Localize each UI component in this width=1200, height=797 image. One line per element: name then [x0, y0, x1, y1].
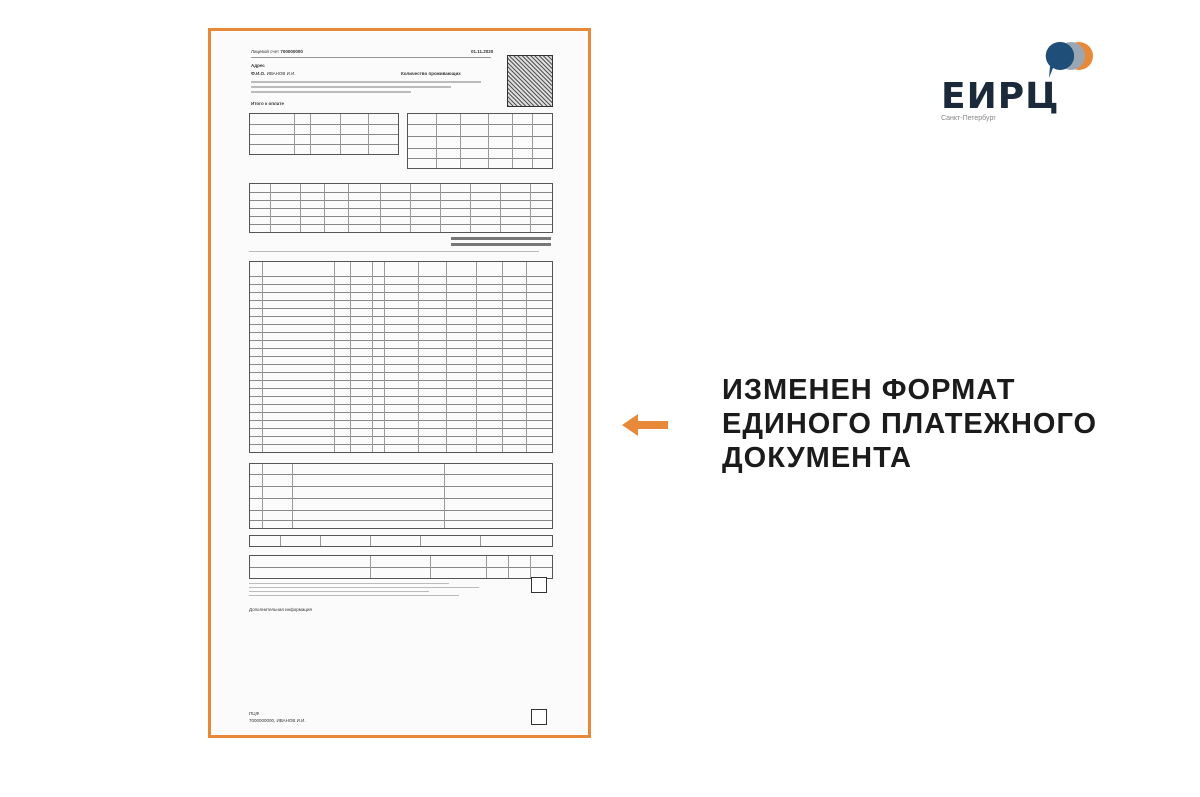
account-label: Лицевой счет 700000000 — [251, 49, 303, 54]
footnote-line — [249, 583, 449, 584]
document-content — [241, 45, 553, 725]
note-line — [249, 251, 539, 252]
info-table-right — [407, 113, 553, 169]
logo-text: ЕИРЦ — [941, 76, 1060, 117]
additional-table — [249, 555, 553, 579]
caption-line-2: ЕДИНОГО ПЛАТЕЖНОГО — [722, 408, 1098, 440]
footer-qr-icon — [531, 709, 547, 725]
fio-row: Ф.И.О. ИВАНОВ И.И. — [251, 71, 296, 76]
residents-label: Количество проживающих — [401, 71, 461, 76]
meters-table — [249, 463, 553, 529]
footnote-line — [249, 595, 459, 596]
logo-subtitle: Санкт-Петербург — [941, 115, 996, 122]
services-table — [249, 261, 553, 453]
caption-text — [722, 373, 1097, 475]
charges-table — [249, 183, 553, 233]
document-date: 01.11.2020 — [471, 49, 494, 54]
address-label: Адрес — [251, 63, 265, 68]
qr-code-image — [507, 55, 553, 107]
address-text-line — [251, 91, 411, 93]
caption-line-1: ИЗМЕНЕН ФОРМАТ — [722, 374, 1016, 406]
small-qr-icon — [531, 577, 547, 593]
footnote-line — [249, 591, 429, 592]
info-table-left — [249, 113, 399, 155]
payment-document-image — [208, 28, 591, 738]
footer-label: ПЦФ — [249, 711, 259, 716]
recalc-table — [249, 535, 553, 547]
arrow-left-icon — [622, 414, 670, 436]
total-label: Итого к оплате — [251, 101, 284, 106]
footnote-line — [249, 587, 479, 588]
subtotal-line — [451, 243, 551, 246]
subtotal-line — [451, 237, 551, 240]
address-text-line — [251, 81, 481, 83]
eirc-logo — [941, 40, 1101, 130]
footer-account: 7000000000, ИВАНОВ И.И. — [249, 718, 306, 723]
address-text-line — [251, 86, 451, 88]
extra-info-label: Дополнительная информация — [249, 607, 312, 612]
header-line — [251, 57, 491, 58]
caption-line-3: ДОКУМЕНТА — [722, 442, 912, 474]
